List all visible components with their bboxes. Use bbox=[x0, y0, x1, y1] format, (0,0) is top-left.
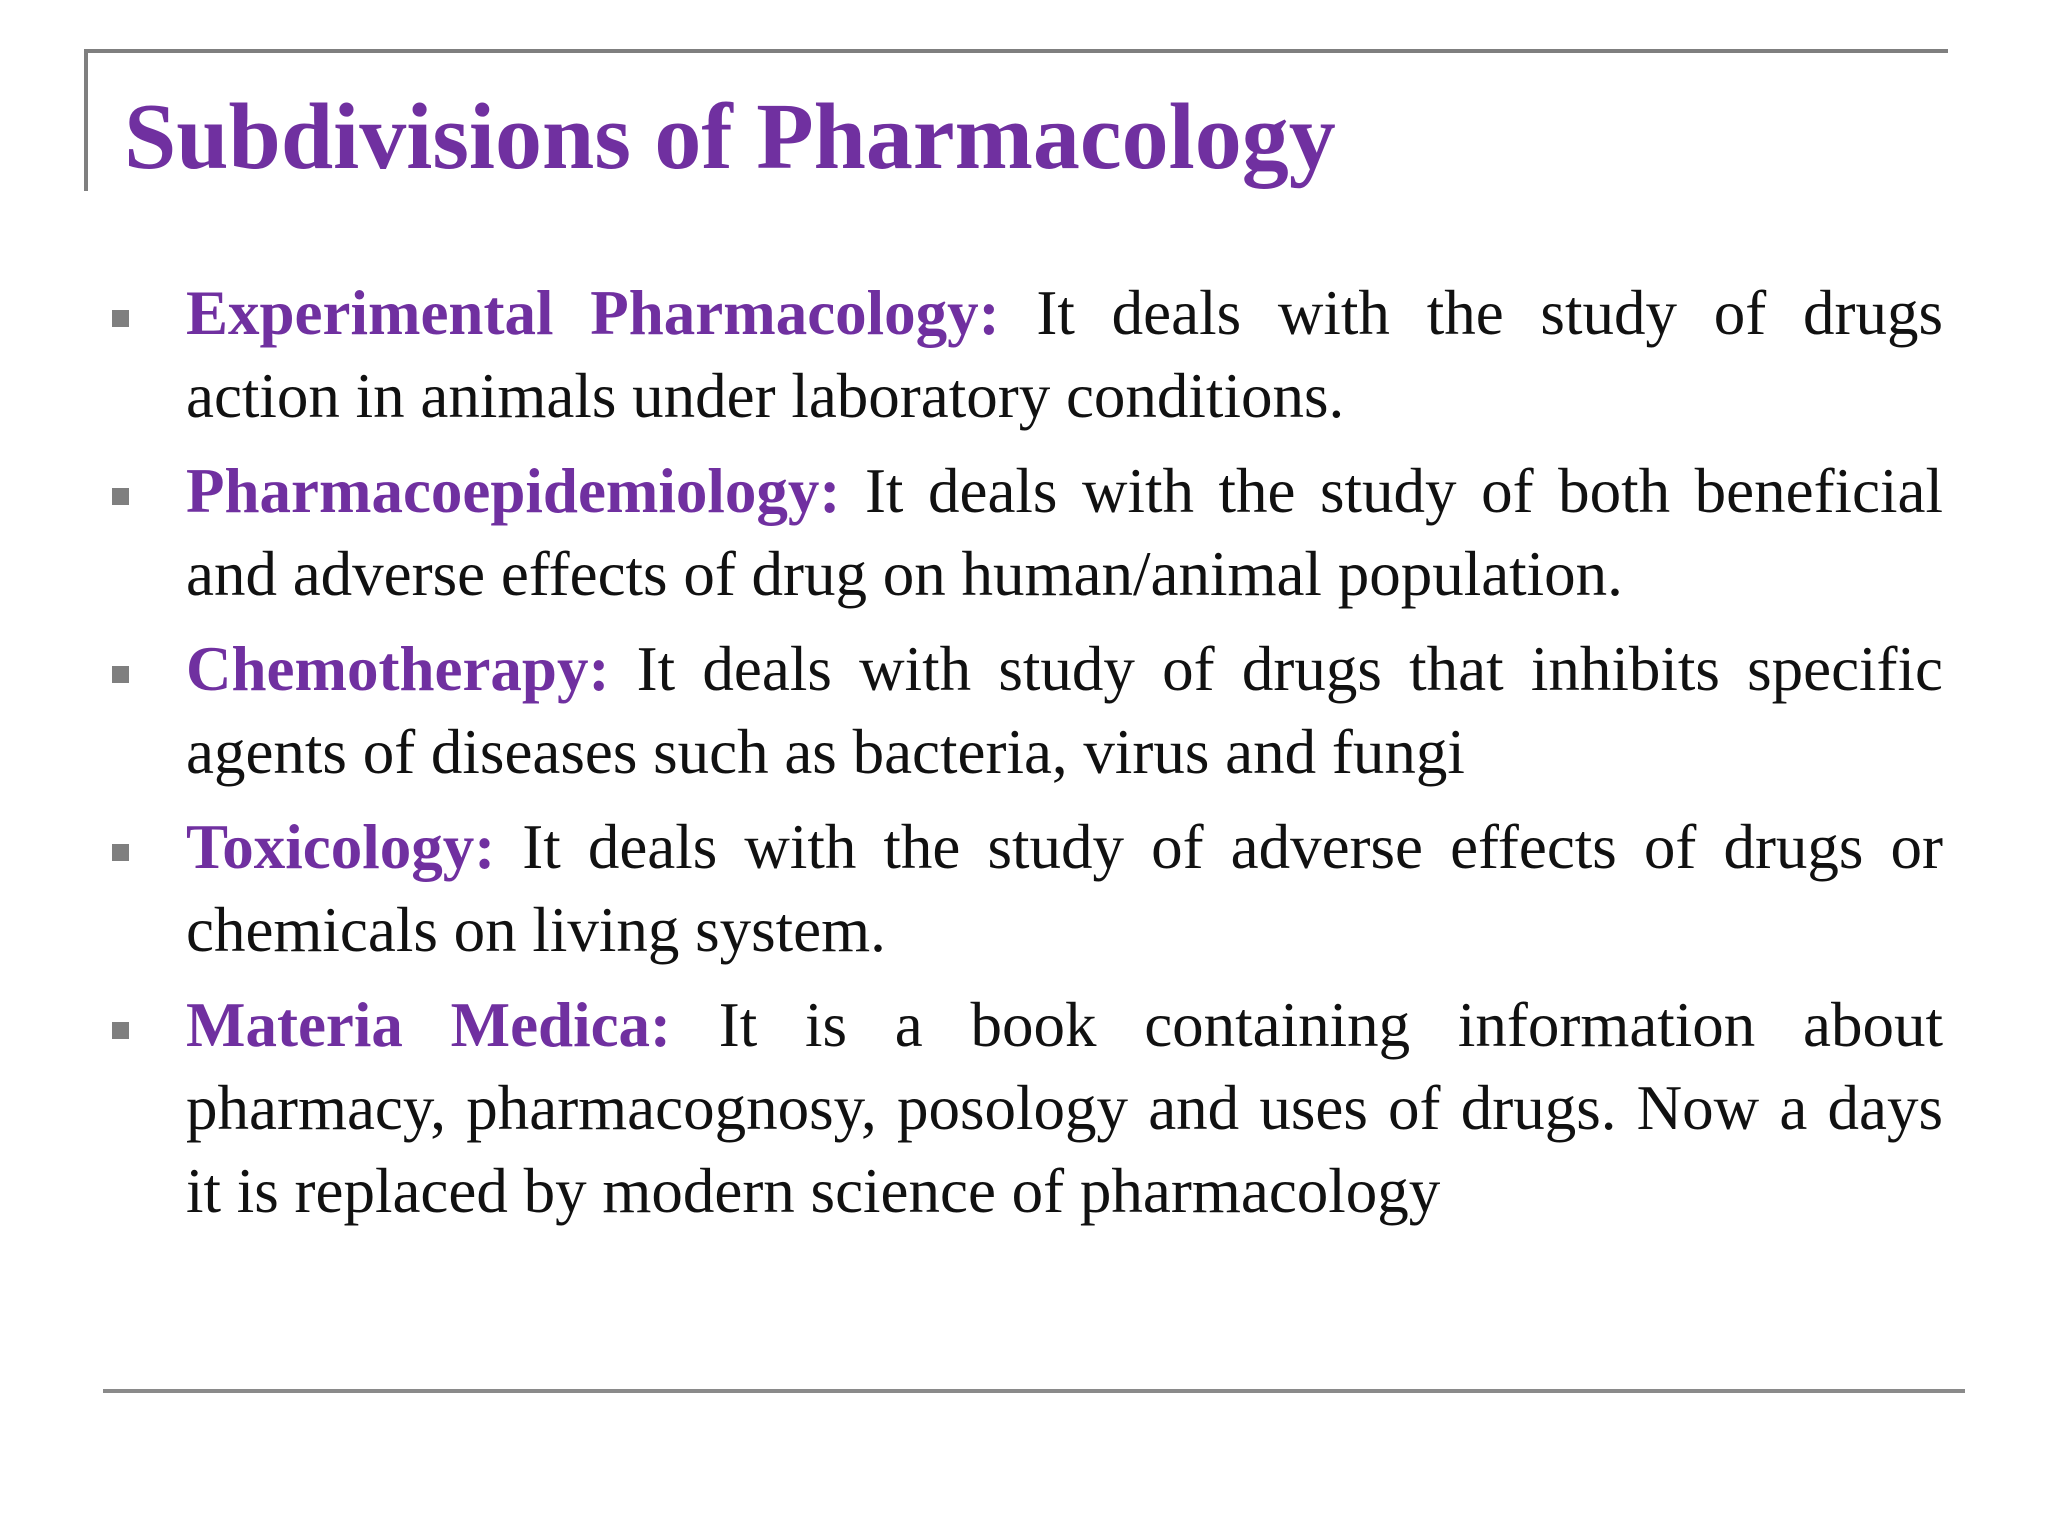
item-term: Experimental Pharmacology: bbox=[186, 278, 1000, 348]
square-bullet-icon bbox=[112, 1022, 129, 1039]
item-term: Chemotherapy: bbox=[186, 634, 610, 704]
top-border-line bbox=[85, 49, 1948, 53]
square-bullet-icon bbox=[112, 310, 129, 327]
bottom-divider-line bbox=[103, 1389, 1965, 1393]
list-item-experimental-pharmacology bbox=[0, 272, 1943, 438]
square-bullet-icon bbox=[112, 666, 129, 683]
left-border-line bbox=[84, 49, 88, 191]
item-description: It deals with the study of adverse effects of drugs or chemicals on living system. bbox=[186, 812, 1943, 965]
list-item-materia-medica bbox=[0, 984, 1943, 1233]
item-description: It deals with the study of drugs action in animals under laboratory conditions. bbox=[186, 278, 1943, 431]
item-term: Toxicology: bbox=[186, 812, 496, 882]
item-term: Pharmacoepidemiology: bbox=[186, 456, 841, 526]
bullet-list bbox=[0, 272, 2048, 1245]
list-item-chemotherapy bbox=[0, 628, 1943, 794]
slide-title: Subdivisions of Pharmacology bbox=[124, 85, 1336, 189]
list-item-toxicology bbox=[0, 806, 1943, 972]
item-description: It is a book containing information about pharmacy, pharmacognosy, posology and uses of drugs. Now a days it is replaced by modern science of pharmacology bbox=[186, 990, 1944, 1226]
list-item-pharmacoepidemiology bbox=[0, 450, 1943, 616]
item-term: Materia Medica: bbox=[186, 990, 672, 1060]
square-bullet-icon bbox=[112, 488, 129, 505]
square-bullet-icon bbox=[112, 844, 129, 861]
item-description: It deals with study of drugs that inhibits specific agents of diseases such as bacteria, virus and fungi bbox=[186, 634, 1943, 787]
item-description: It deals with the study of both beneficial and adverse effects of drug on human/animal population. bbox=[186, 456, 1943, 609]
